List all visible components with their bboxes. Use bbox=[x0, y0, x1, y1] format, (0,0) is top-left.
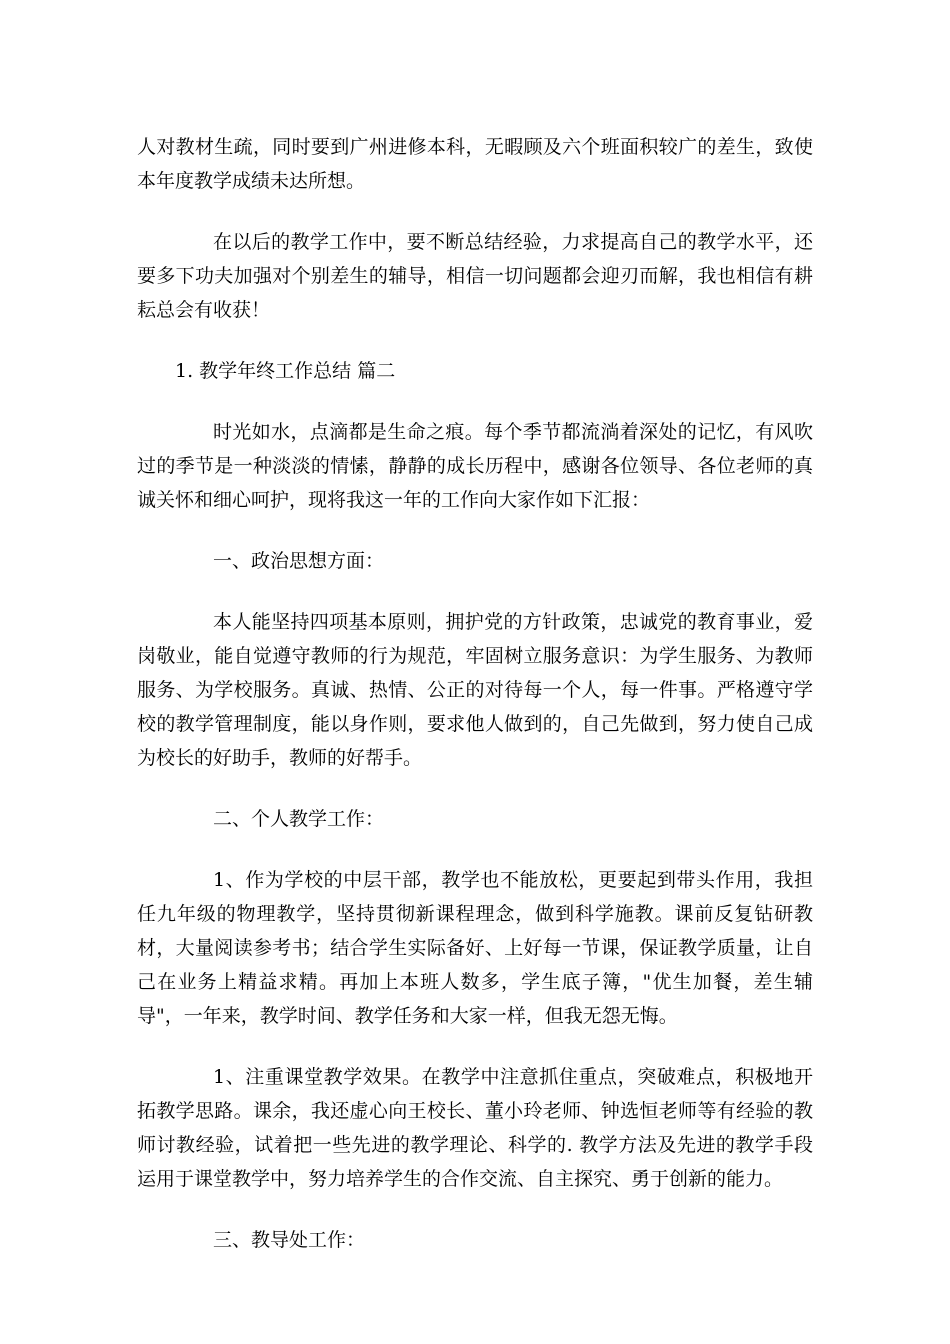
document-body bbox=[137, 130, 813, 1257]
paragraph-introduction: 时光如水，点滴都是生命之痕。每个季节都流淌着深处的记忆，有风吹过的季节是一种淡淡的情愫，静静的成长历程中，感谢各位领导、各位老师的真诚关怀和细心呵护，现将我这一年的工作向大家作如下汇报： bbox=[137, 421, 813, 511]
paragraph-political-thought: 本人能坚持四项基本原则，拥护党的方针政策，忠诚党的教育事业，爱岗敬业，能自觉遵守教师的行为规范，牢固树立服务意识：为学生服务、为教师服务、为学校服务。真诚、热情、公正的对待每一个人，每一件事。严格遵守学校的教学管理制度，能以身作则，要求他人做到的，自己先做到，努力使自己成为校长的好助手，教师的好帮手。 bbox=[137, 611, 813, 769]
subheading-academic-affairs: 三、教导处工作： bbox=[213, 1229, 366, 1251]
paragraph-continuation: 人对教材生疏，同时要到广州进修本科，无暇顾及六个班面积较广的差生，致使本年度教学成绩未达所想。 bbox=[137, 136, 813, 192]
paragraph-closing-remarks: 在以后的教学工作中，要不断总结经验，力求提高自己的教学水平，还要多下功夫加强对个别差生的辅导，相信一切问题都会迎刃而解，我也相信有耕耘总会有收获！ bbox=[137, 231, 813, 321]
subheading-political-thought: 一、政治思想方面： bbox=[213, 550, 385, 572]
paragraph-personal-teaching-2: 1、注重课堂教学效果。在教学中注意抓住重点，突破难点，积极地开拓教学思路。课余，我还虚心向王校长、董小玲老师、钟选恒老师等有经验的教师讨教经验，试着把一些先进的教学理论、科学的. 教学方法及先进的教学手段运用于课堂教学中，努力培养学生的合作交流、自主探究、勇于创新的能力。 bbox=[137, 1066, 813, 1190]
section-heading-part-two: 1. 教学年终工作总结 篇二 bbox=[175, 360, 396, 382]
paragraph-personal-teaching-1: 1、作为学校的中层干部，教学也不能放松，更要起到带头作用，我担任九年级的物理教学，坚持贯彻新课程理念，做到科学施教。课前反复钻研教材，大量阅读参考书；结合学生实际备好、上好每一节课，保证教学质量，让自己在业务上精益求精。再加上本班人数多，学生底子簿，"优生加餐，差生辅导"，一年来，教学时间、教学任务和大家一样，但我无怨无悔。 bbox=[137, 869, 813, 1027]
subheading-personal-teaching: 二、个人教学工作： bbox=[213, 808, 385, 830]
